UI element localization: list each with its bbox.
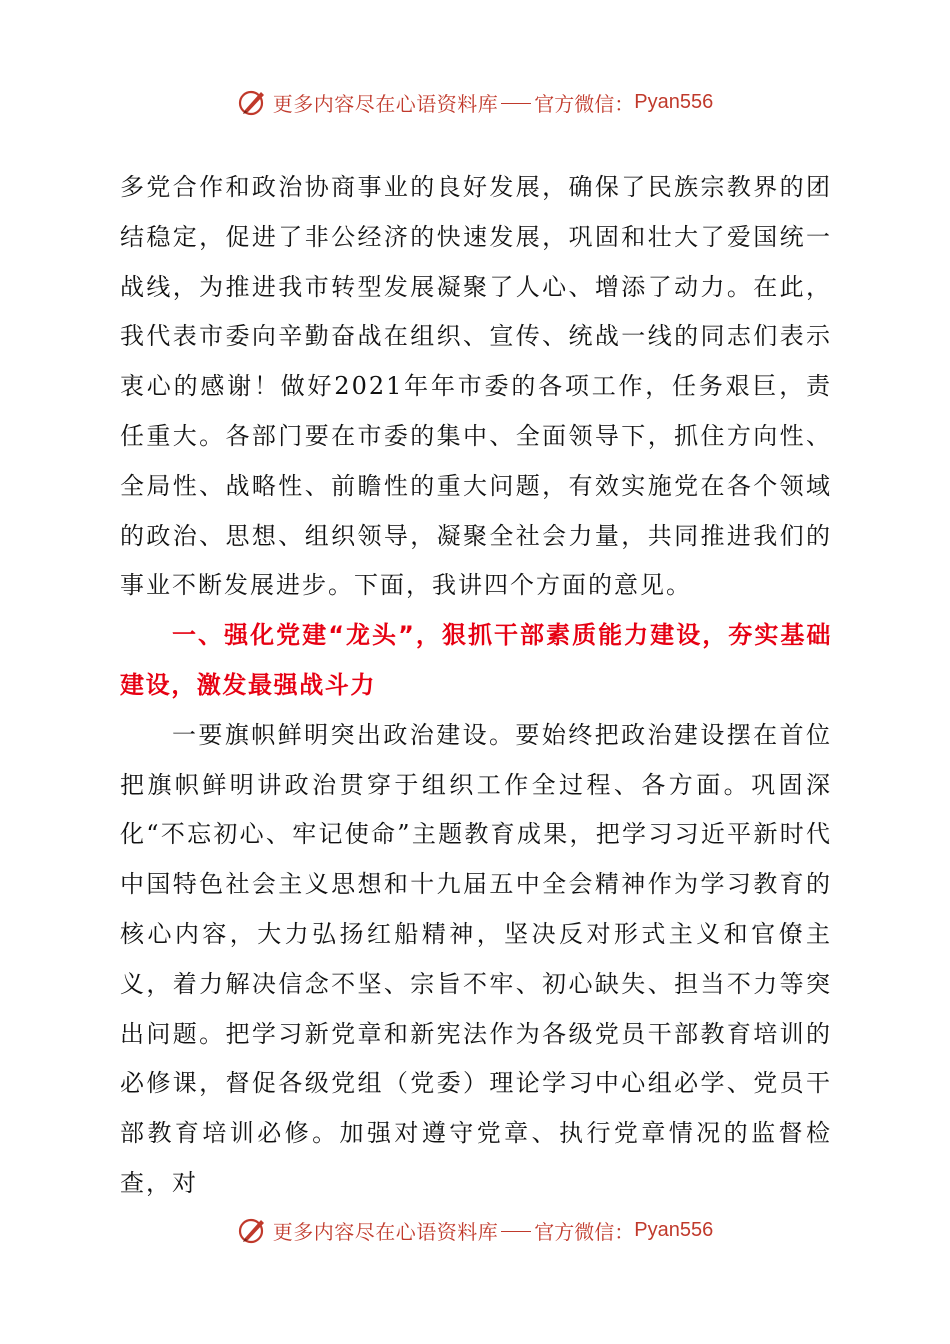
watermark-dash <box>501 103 531 104</box>
watermark-site-name: 更多内容尽在心语资料库 <box>272 91 499 116</box>
document-body <box>120 163 832 1209</box>
pen-circle-icon <box>237 86 269 118</box>
watermark-dash <box>501 1231 531 1232</box>
pen-circle-icon <box>237 1214 269 1246</box>
watermark-label: 官方微信： <box>534 91 635 116</box>
watermark-banner-bottom <box>0 1210 950 1250</box>
body-paragraph: 一要旗帜鲜明突出政治建设。要始终把政治建设摆在首位把旗帜鲜明讲政治贯穿于组织工作全过程、各方面。巩固深化“不忘初心、牢记使命”主题教育成果，把学习习近平新时代中国特色社会主义思想和十九届五中全会精神作为学习教育的核心内容，大力弘扬红船精神，坚决反对形式主义和官僚主义，着力解决信念不坚、宗旨不牢、初心缺失、担当不力等突出问题。把学习新党章和新宪法作为各级党员干部教育培训的必修课，督促各级党组（党委）理论学习中心组必学、党员干部教育培训必修。加强对遵守党章、执行党章情况的监督检查，对 <box>120 720 832 1197</box>
watermark-banner-top <box>0 82 950 122</box>
watermark-site-name: 更多内容尽在心语资料库 <box>272 1219 499 1244</box>
section-heading: 一、强化党建“龙头”，狠抓干部素质能力建设，夯实基础建设，激发最强战斗力 <box>120 621 832 699</box>
body-paragraph: 多党合作和政治协商事业的良好发展，确保了民族宗教界的团结稳定，促进了非公经济的快速发展，巩固和壮大了爱国统一战线，为推进我市转型发展凝聚了人心、增添了动力。在此，我代表市委向辛勤奋战在组织、宣传、统战一线的同志们表示衷心的感谢！做好2021年年市委的各项工作，任务艰巨，责任重大。各部门要在市委的集中、全面领导下，抓住方向性、全局性、战略性、前瞻性的重大问题，有效实施党在各个领域的政治、思想、组织领导，凝聚全社会力量，共同推进我们的事业不断发展进步。下面，我讲四个方面的意见。 <box>120 173 832 600</box>
watermark-account: Pyan556 <box>634 90 714 113</box>
watermark-account: Pyan556 <box>634 1218 714 1241</box>
watermark-label: 官方微信： <box>534 1219 635 1244</box>
